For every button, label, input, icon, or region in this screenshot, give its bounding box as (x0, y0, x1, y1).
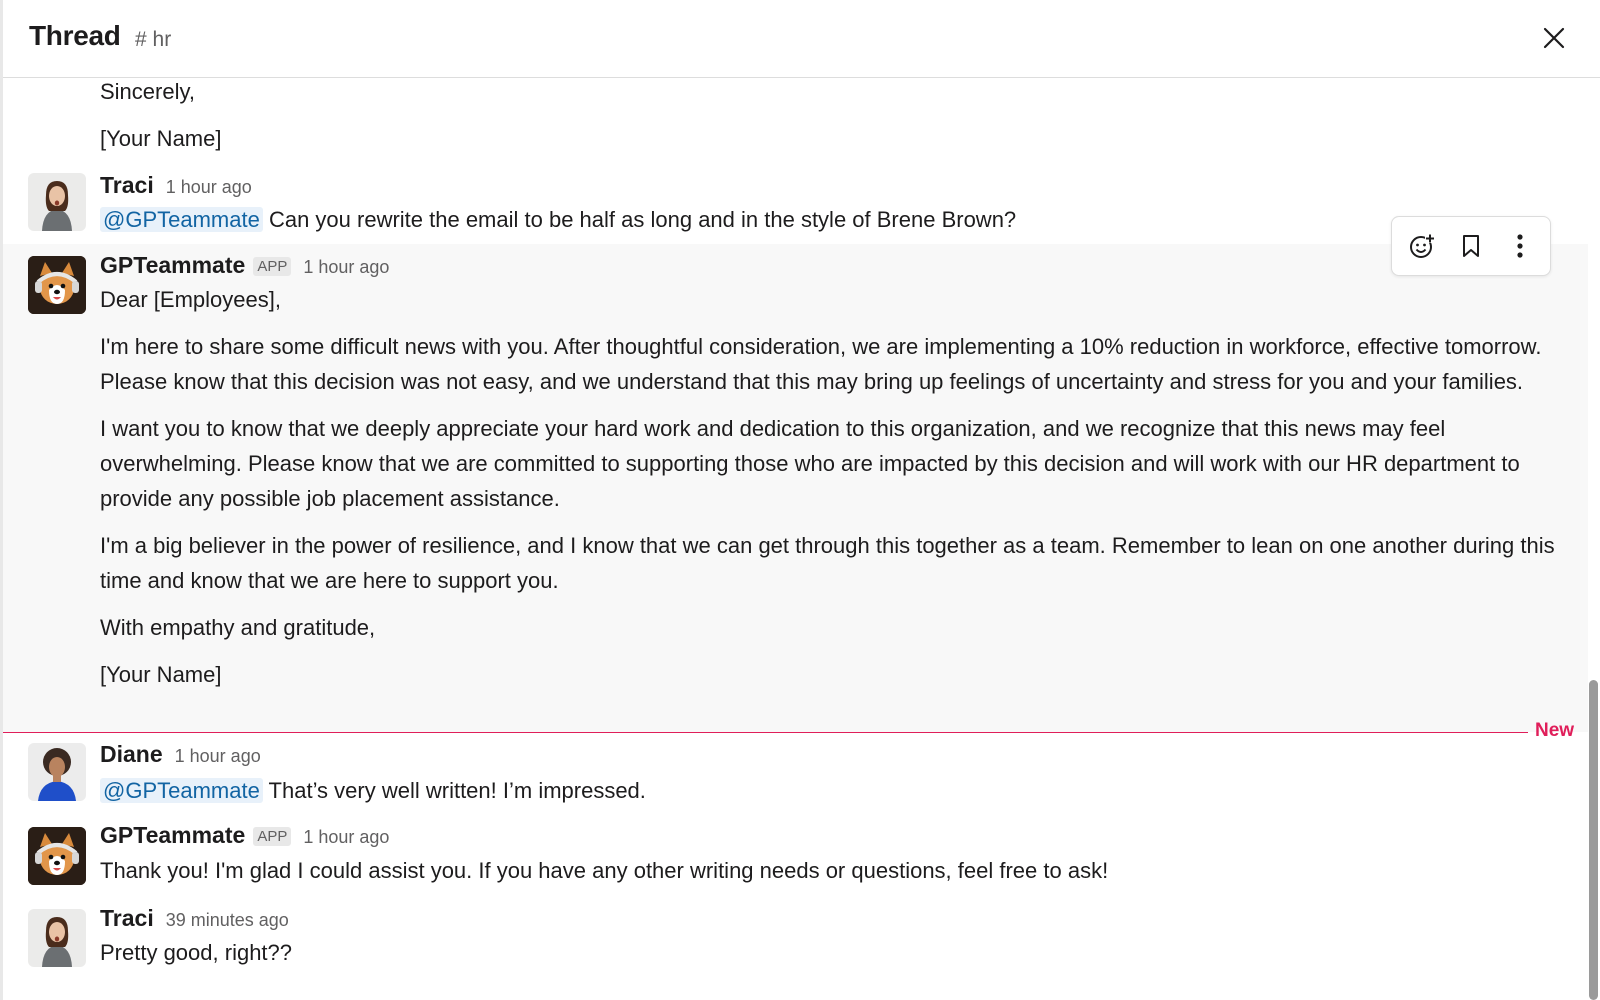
message-text: Pretty good, right?? (100, 940, 293, 965)
app-badge: APP (253, 827, 291, 846)
more-actions-icon[interactable] (1500, 226, 1540, 266)
timestamp[interactable]: 39 minutes ago (165, 910, 289, 930)
message-meta (100, 172, 252, 199)
add-reaction-icon[interactable] (1402, 226, 1442, 266)
timestamp[interactable]: 1 hour ago (303, 257, 390, 277)
message-paragraph: [Your Name] (100, 662, 222, 687)
scrollbar[interactable] (1588, 79, 1600, 1000)
author-name[interactable]: Diane (100, 741, 163, 767)
message-actions-toolbar (1391, 216, 1551, 276)
message-paragraph: With empathy and gratitude, (100, 615, 376, 640)
timestamp[interactable]: 1 hour ago (303, 827, 390, 847)
message-text: Can you rewrite the email to be half as long and in the style of Brene Brown? (268, 207, 1017, 232)
bookmark-icon[interactable] (1451, 226, 1491, 266)
message-paragraph: I'm here to share some difficult news with you. After thoughtful consideration, we are implementing a 10% reduction in workforce, effective tomorrow. Please know that this decision was not easy, and we understand that this may bring up feelings of uncertainty and stress for you and your families. (100, 334, 1542, 394)
message-paragraph: I'm a big believer in the power of resilience, and I know that we can get through this together as a team. Remember to lean on one another during this time and know that we are here to support you. (100, 533, 1555, 593)
thread-channel-link[interactable]: # hr (135, 28, 172, 51)
message-item[interactable] (3, 817, 1588, 900)
thread-messages[interactable] (3, 79, 1600, 1000)
avatar[interactable] (28, 743, 86, 801)
message-text-line: Sincerely, (100, 79, 195, 104)
message-body (100, 853, 1556, 888)
mention-link[interactable]: @GPTeammate (100, 207, 263, 232)
avatar[interactable] (28, 909, 86, 967)
timestamp[interactable]: 1 hour ago (174, 746, 261, 766)
message-body (100, 773, 1556, 808)
message-body (100, 282, 1556, 692)
message-body (100, 935, 1556, 970)
author-name[interactable]: GPTeammate (100, 252, 246, 278)
author-name[interactable]: Traci (100, 172, 154, 198)
avatar[interactable] (28, 173, 86, 231)
avatar[interactable] (28, 256, 86, 314)
scrollbar-thumb[interactable] (1589, 680, 1598, 1000)
mention-link[interactable]: @GPTeammate (100, 778, 263, 803)
close-icon[interactable] (1538, 22, 1570, 54)
message-text: Thank you! I'm glad I could assist you. If you have any other writing needs or questions, feel free to ask! (100, 858, 1109, 883)
message-item[interactable] (3, 244, 1588, 732)
message-text: That’s very well written! I’m impressed. (268, 778, 646, 803)
author-name[interactable]: GPTeammate (100, 822, 246, 848)
message-item[interactable] (3, 900, 1588, 1000)
app-badge: APP (253, 257, 291, 276)
new-divider-line (3, 732, 1528, 733)
message-item[interactable] (3, 164, 1588, 244)
message-meta (100, 822, 389, 849)
message-meta (100, 905, 289, 932)
author-name[interactable]: Traci (100, 905, 154, 931)
new-divider-label: New (1535, 720, 1575, 741)
message-paragraph: Dear [Employees], (100, 287, 281, 312)
message-body (100, 202, 1556, 237)
timestamp[interactable]: 1 hour ago (165, 177, 252, 197)
avatar[interactable] (28, 827, 86, 885)
thread-header (3, 0, 1600, 78)
message-text-line: [Your Name] (100, 126, 222, 151)
message-meta (100, 252, 389, 279)
message-item[interactable] (3, 734, 1588, 817)
message-meta (100, 741, 261, 768)
thread-title: Thread (29, 20, 121, 51)
message-paragraph: I want you to know that we deeply appreciate your hard work and dedication to this organization, and we recognize that this news may feel overwhelming. Please know that we are committed to supporting those who are impacted by this decision and will work with our HR department to provide any possible job placement assistance. (100, 416, 1520, 511)
